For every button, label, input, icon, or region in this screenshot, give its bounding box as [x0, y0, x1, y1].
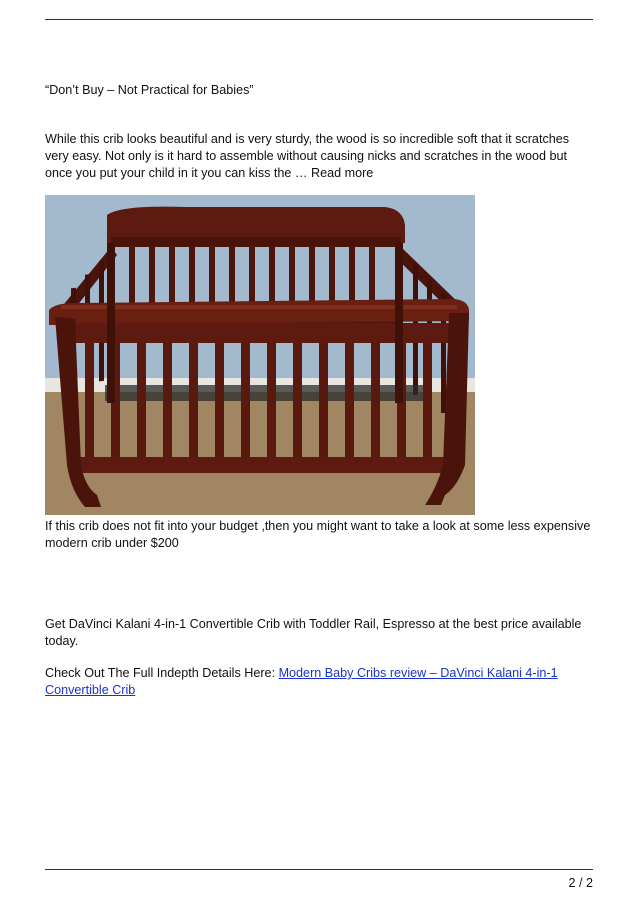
details-paragraph	[45, 665, 593, 699]
crib-left-back-leg	[107, 243, 115, 403]
review-link[interactable]: Modern Baby Cribs review – DaVinci Kalani 4-in-1 Convertible Crib	[45, 666, 558, 697]
photo-carpet	[45, 392, 475, 515]
offer-text: Get DaVinci Kalani 4-in-1 Convertible Crib with Toddler Rail, Espresso at the best price available today.	[45, 617, 582, 648]
page-number: 2 / 2	[568, 876, 593, 890]
header-rule	[45, 19, 593, 20]
budget-caption: If this crib does not fit into your budget ,then you might want to take a look at some less expensive modern crib under $200	[45, 519, 591, 550]
footer-rule	[45, 869, 593, 870]
crib-photo	[45, 195, 475, 515]
details-prefix: Check Out The Full Indepth Details Here:	[45, 666, 279, 680]
crib-right-back-leg	[395, 243, 403, 403]
crib-front-bottom-rail	[69, 457, 449, 473]
review-body: While this crib looks beautiful and is very sturdy, the wood is so incredible soft that it scratches very easy. Not only is it hard to assemble without causing nicks and scratches in the wood but once you put your child in it you can kiss the … Read more	[45, 132, 570, 180]
review-quote-title: “Don’t Buy – Not Practical for Babies”	[45, 83, 254, 97]
